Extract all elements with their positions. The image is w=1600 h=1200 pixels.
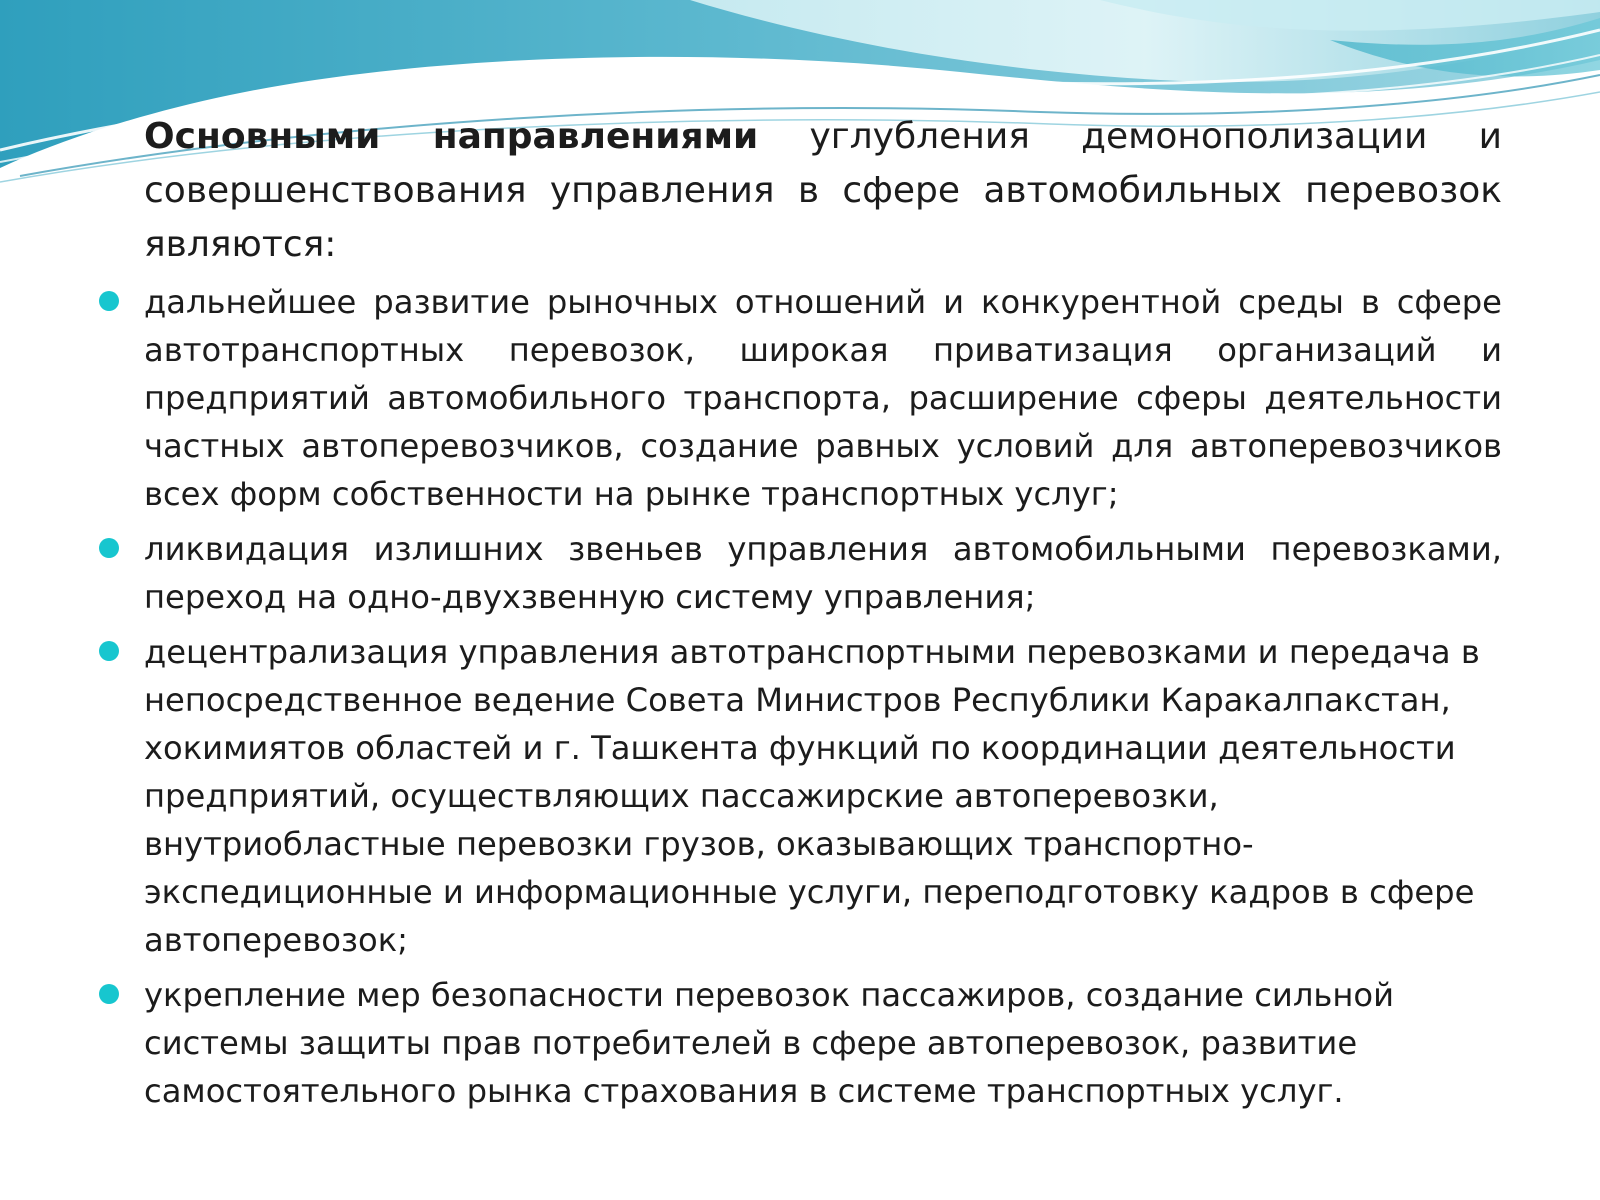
bullet-dot-icon: [99, 641, 119, 661]
list-item: [144, 971, 1502, 1115]
list-item-text: укрепление мер безопасности перевозок пассажиров, создание сильной системы защиты прав потребителей в сфере автоперевозок, развитие самостоятельного рынка страхования в системе транспортных услуг.: [144, 976, 1395, 1110]
bullet-dot-icon: [99, 538, 119, 558]
list-item: [144, 628, 1502, 964]
intro-paragraph: [144, 110, 1502, 272]
slide-content: [144, 110, 1502, 1122]
bullet-dot-icon: [99, 291, 119, 311]
list-item-text: ликвидация излишних звеньев управления автомобильными перевозками, переход на одно-двухзвенную систему управления;: [144, 530, 1502, 616]
intro-text: углубления демонополизации и совершенствования управления в сфере автомобильных перевозок являются:: [144, 116, 1502, 265]
list-item: [144, 278, 1502, 518]
list-item-text: дальнейшее развитие рыночных отношений и конкурентной среды в сфере автотранспортных перевозок, широкая приватизация организаций и предприятий автомобильного транспорта, расширение сферы деятельности частных автоперевозчиков, создание равных условий для автоперевозчиков всех форм собственности на рынке транспортных услуг;: [144, 283, 1502, 513]
list-item-text: децентрализация управления автотранспортными перевозками и передача в непосредственное ведение Совета Министров Республики Каракалпакстан, хокимиятов областей и г. Ташкента функций по координации деятельности предприятий, осуществляющих пассажирские автоперевозки, внутриобластные перевозки грузов, оказывающих транспортно-экспедиционные и информационные услуги, переподготовку кадров в сфере автоперевозок;: [144, 633, 1480, 959]
bullet-dot-icon: [99, 984, 119, 1004]
list-item: [144, 525, 1502, 621]
intro-bold: Основными направлениями: [144, 116, 759, 157]
bullet-list: [144, 278, 1502, 1115]
